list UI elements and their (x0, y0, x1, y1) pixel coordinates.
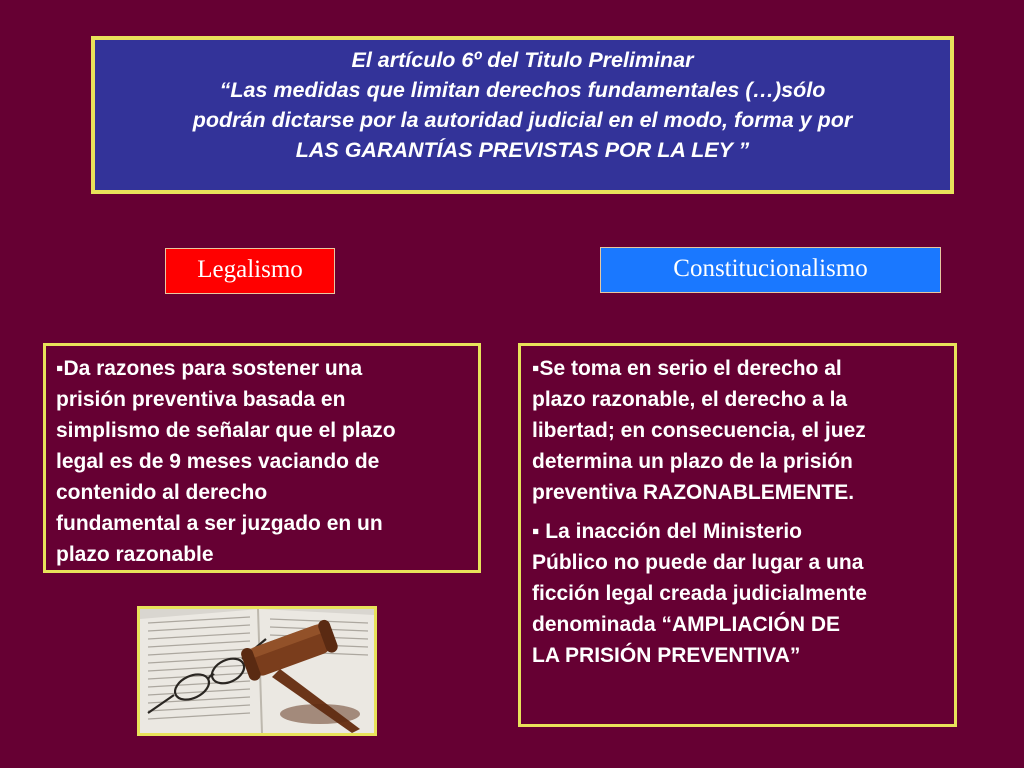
quote-line: LAS GARANTÍAS PREVISTAS POR LA LEY ” (295, 138, 750, 162)
quote-title: El artículo 6º del Titulo Preliminar (351, 48, 694, 72)
legalismo-label: Legalismo (165, 248, 335, 294)
paragraph-2 (532, 516, 946, 671)
gavel-photo (137, 606, 377, 736)
text-line: simplismo de señalar que el plazo (56, 419, 396, 442)
quote-line: podrán dictarse por la autoridad judicial en el modo, forma y por (192, 108, 853, 132)
text-line: ficción legal creada judicialmente (532, 582, 867, 605)
constitucionalismo-text-box (518, 343, 957, 727)
text-line: preventiva RAZONABLEMENTE. (532, 481, 855, 504)
text-line: prisión preventiva basada en (56, 388, 346, 411)
legalismo-text-box (43, 343, 481, 573)
text-line: Público no puede dar lugar a una (532, 551, 864, 574)
paragraph-1 (532, 353, 946, 508)
text-line: contenido al derecho (56, 481, 268, 504)
text-line: libertad; en consecuencia, el juez (532, 419, 866, 442)
text-line: denominada “AMPLIACIÓN DE (532, 613, 841, 636)
text-line: ▪Da razones para sostener una (56, 357, 363, 380)
quote-box (91, 36, 954, 194)
text-line: ▪ La inacción del Ministerio (532, 520, 802, 543)
quote-line: “Las medidas que limitan derechos fundamentales (…)sólo (219, 78, 826, 102)
text-line: determina un plazo de la prisión (532, 450, 853, 473)
text-line: plazo razonable (56, 543, 214, 566)
text-line: plazo razonable, el derecho a la (532, 388, 848, 411)
text-line: fundamental a ser juzgado en un (56, 512, 383, 535)
text-line: legal es de 9 meses vaciando de (56, 450, 380, 473)
constitucionalismo-label: Constitucionalismo (600, 247, 941, 293)
text-line: ▪Se toma en serio el derecho al (532, 357, 842, 380)
text-line: LA PRISIÓN PREVENTIVA” (532, 644, 801, 667)
gavel-glasses-book-image (140, 609, 374, 733)
